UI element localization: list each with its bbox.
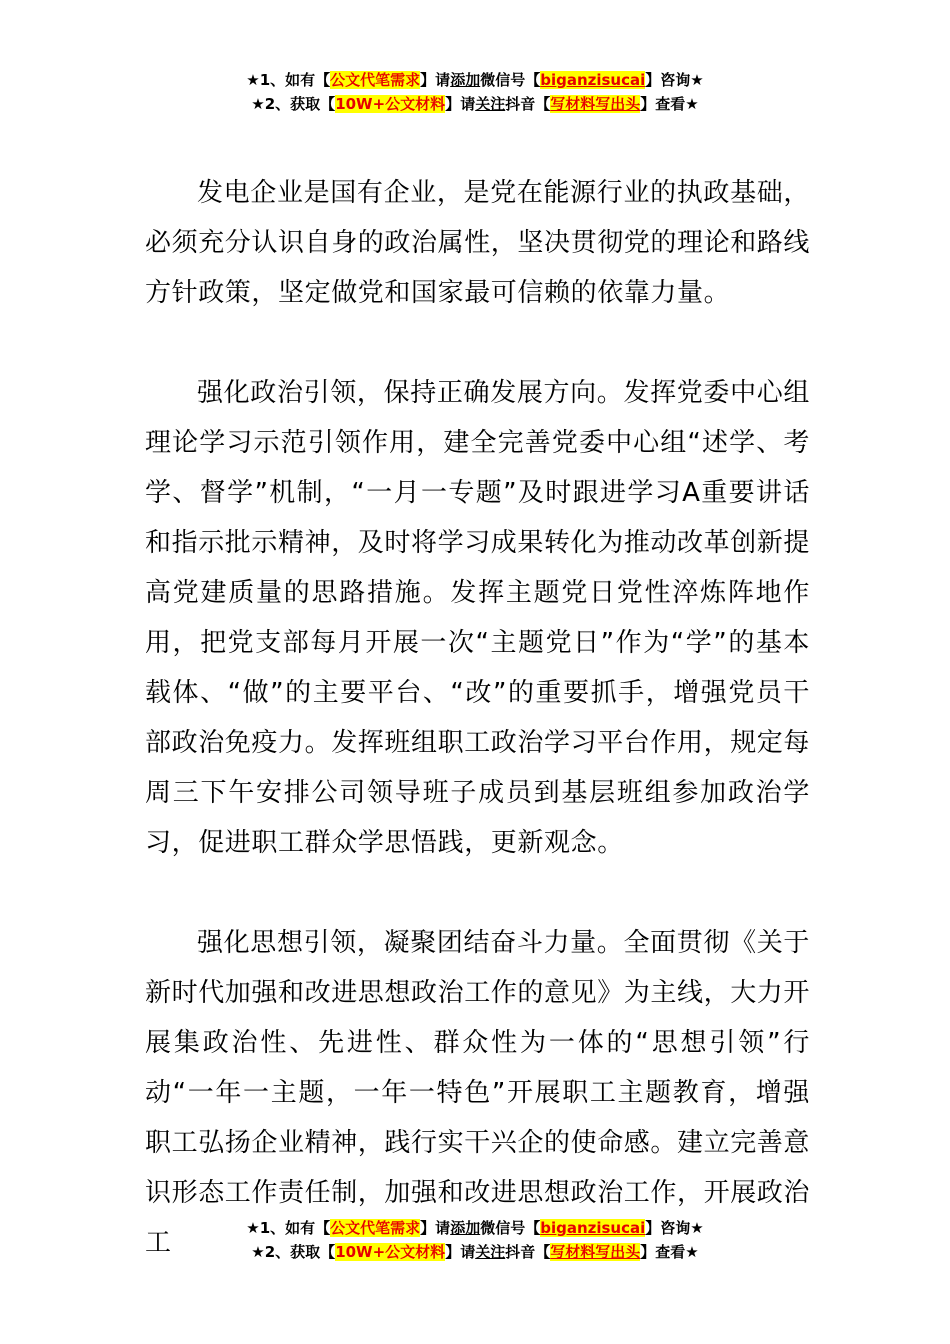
banner-text: 】查看★: [640, 95, 699, 113]
document-body: [145, 168, 810, 1268]
banner-highlight: 10W+公文材料: [335, 95, 446, 113]
banner-underlined: 添加: [450, 71, 481, 89]
banner-underlined: 关注: [475, 1243, 506, 1261]
paragraph: 强化政治引领，保持正确发展方向。发挥党委中心组理论学习示范引领作用，建全完善党委中心组“述学、考学、督学”机制，“一月一专题”及时跟进学习A重要讲话和指示批示精神，及时将学习成果转化为推动改革创新提高党建质量的思路措施。发挥主题党日党性淬炼阵地作用，把党支部每月开展一次“主题党日”作为“学”的基本载体、“做”的主要平台、“改”的重要抓手，增强党员干部政治免疫力。发挥班组职工政治学习平台作用，规定每周三下午安排公司领导班子成员到基层班组参加政治学习，促进职工群众学思悟践，更新观念。: [145, 378, 811, 858]
banner-text: 抖音【: [505, 1243, 551, 1261]
banner-wechat-id: biganzisucai: [540, 71, 646, 89]
banner-line-2: [0, 1240, 950, 1264]
banner-text: 】请: [420, 1219, 451, 1237]
banner-text: 】请: [420, 71, 451, 89]
banner-highlight: 公文代笔需求: [330, 1219, 421, 1237]
banner-wechat-id: biganzisucai: [540, 1219, 646, 1237]
banner-douyin-name: 写材料写出头: [550, 1243, 641, 1261]
paragraph-spacer: [145, 318, 810, 368]
banner-douyin-name: 写材料写出头: [550, 95, 641, 113]
banner-text: ★2、获取【: [251, 1243, 336, 1261]
header-banner: [0, 68, 950, 116]
banner-underlined: 关注: [475, 95, 506, 113]
banner-underlined: 添加: [450, 1219, 481, 1237]
banner-text: 微信号【: [480, 1219, 541, 1237]
banner-text: 】咨询★: [645, 1219, 704, 1237]
banner-line-1: [0, 1216, 950, 1240]
paragraph-spacer: [145, 868, 810, 918]
paragraph: 强化思想引领，凝聚团结奋斗力量。全面贯彻《关于新时代加强和改进思想政治工作的意见》为主线，大力开展集政治性、先进性、群众性为一体的“思想引领”行动“一年一主题，一年一特色”开展职工主题教育，增强职工弘扬企业精神，践行实干兴企的使命感。建立完善意识形态工作责任制，加强和改进思想政治工作，开展政治工: [145, 928, 811, 1258]
banner-text: 微信号【: [480, 71, 541, 89]
banner-text: 抖音【: [505, 95, 551, 113]
banner-text: 】请: [445, 1243, 476, 1261]
banner-highlight: 10W+公文材料: [335, 1243, 446, 1261]
paragraph: 发电企业是国有企业，是党在能源行业的执政基础，必须充分认识自身的政治属性，坚决贯彻党的理论和路线方针政策，坚定做党和国家最可信赖的依靠力量。: [145, 178, 811, 308]
banner-highlight: 公文代笔需求: [330, 71, 421, 89]
banner-line-1: [0, 68, 950, 92]
banner-text: 】查看★: [640, 1243, 699, 1261]
footer-banner: [0, 1216, 950, 1264]
banner-text: ★1、如有【: [246, 1219, 331, 1237]
banner-text: 】咨询★: [645, 71, 704, 89]
banner-text: ★1、如有【: [246, 71, 331, 89]
banner-line-2: [0, 92, 950, 116]
banner-text: ★2、获取【: [251, 95, 336, 113]
banner-text: 】请: [445, 95, 476, 113]
